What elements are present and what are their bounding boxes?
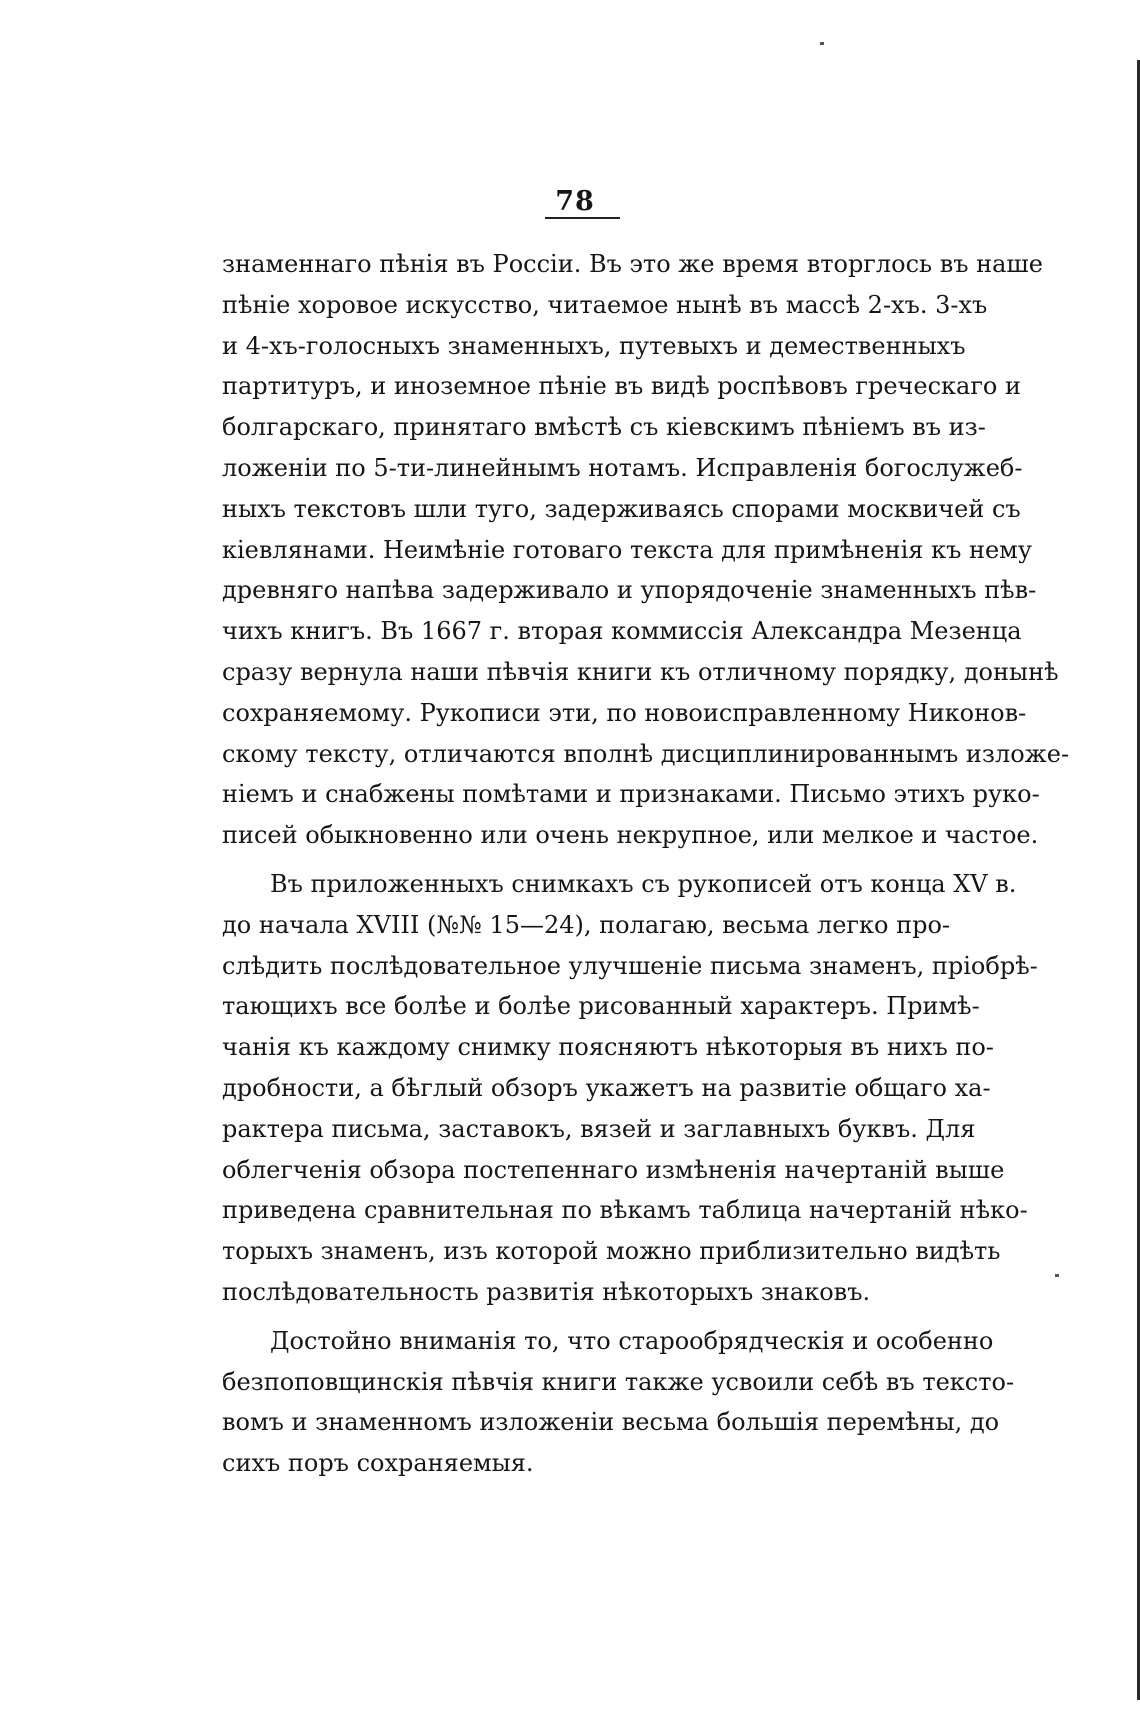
text-line: пѣніе хоровое искусство, читаемое нынѣ въ массѣ 2-хъ. 3-хъ [222, 290, 988, 319]
text-line: Въ приложенныхъ снимкахъ съ рукописей отъ конца XV в. [270, 869, 1017, 898]
text-line: торыхъ знаменъ, изъ которой можно приблизительно видѣть [222, 1237, 1001, 1266]
text-line: писей обыкновенно или очень некрупное, или мелкое и частое. [222, 821, 1039, 850]
text-line: сохраняемому. Рукописи эти, по новоисправленному Никонов- [222, 698, 1027, 727]
text-line: древняго напѣва задерживало и упорядоченіе знаменныхъ пѣв- [222, 576, 1037, 605]
text-line: чихъ книгъ. Въ 1667 г. вторая коммиссія Александра Мезенца [222, 617, 1022, 646]
text-line: сразу вернула наши пѣвчія книги къ отличному порядку, донынѣ [222, 657, 1059, 686]
text-line: болгарскаго, принятаго вмѣстѣ съ кіевскимъ пѣніемъ въ из- [222, 413, 986, 442]
text-line: послѣдовательность развитія нѣкоторыхъ знаковъ. [222, 1277, 871, 1306]
scan-speck [820, 42, 824, 45]
text-line: знаменнаго пѣнія въ Россіи. Въ это же время вторглось въ наше [222, 250, 1043, 278]
text-line: приведена сравнительная по вѣкамъ таблица начертаній нѣко- [222, 1196, 1028, 1225]
text-line: вомъ и знаменномъ изложеніи весьма большія перемѣны, до [222, 1408, 1000, 1437]
text-line: безпоповщинскія пѣвчія книги также усвоили себѣ въ тексто- [222, 1367, 1015, 1396]
text-line: слѣдить послѣдовательное улучшеніе письма знаменъ, пріобрѣ- [222, 951, 1038, 980]
page-number: 78 [555, 186, 595, 217]
text-line: партитуръ, и иноземное пѣніе въ видѣ роспѣвовъ греческаго и [222, 372, 1022, 401]
text-line: и 4-хъ-голосныхъ знаменныхъ, путевыхъ и демественныхъ [222, 331, 966, 360]
text-line: ложеніи по 5-ти-линейнымъ нотамъ. Исправленія богослужеб- [222, 453, 1023, 482]
text-line: до начала XVIII (№№ 15—24), полагаю, весьма легко про- [222, 910, 951, 939]
text-line: тающихъ все болѣе и болѣе рисованный характеръ. Примѣ- [222, 992, 980, 1021]
text-line: рактера письма, заставокъ, вязей и заглавныхъ буквъ. Для [222, 1114, 976, 1143]
text-line: сихъ поръ сохраняемыя. [222, 1449, 534, 1478]
text-line: дробности, а бѣглый обзоръ укажетъ на развитіе общаго ха- [222, 1073, 991, 1102]
text-line: облегченія обзора постепеннаго измѣненія начертаній выше [222, 1155, 1005, 1184]
page-number-rule [545, 217, 620, 219]
text-line: Достойно вниманія то, что старообрядческія и особенно [270, 1326, 994, 1355]
body-text [222, 244, 1070, 1484]
text-line: скому тексту, отличаются вполнѣ дисциплинированнымъ изложе- [222, 739, 1070, 768]
text-line: ніемъ и снабжены помѣтами и признаками. Письмо этихъ руко- [222, 780, 1040, 809]
text-line: чанія къ каждому снимку поясняютъ нѣкоторыя въ нихъ по- [222, 1033, 994, 1062]
paragraph-3 [222, 1321, 1015, 1484]
paragraph-2 [222, 864, 1038, 1313]
text-line: кіевлянами. Неимѣніе готоваго текста для примѣненія къ нему [222, 535, 1032, 564]
paragraph-1 [222, 244, 1070, 856]
scan-speck [1055, 1274, 1059, 1277]
text-line: ныхъ текстовъ шли туго, задерживаясь спорами москвичей съ [222, 494, 1021, 523]
